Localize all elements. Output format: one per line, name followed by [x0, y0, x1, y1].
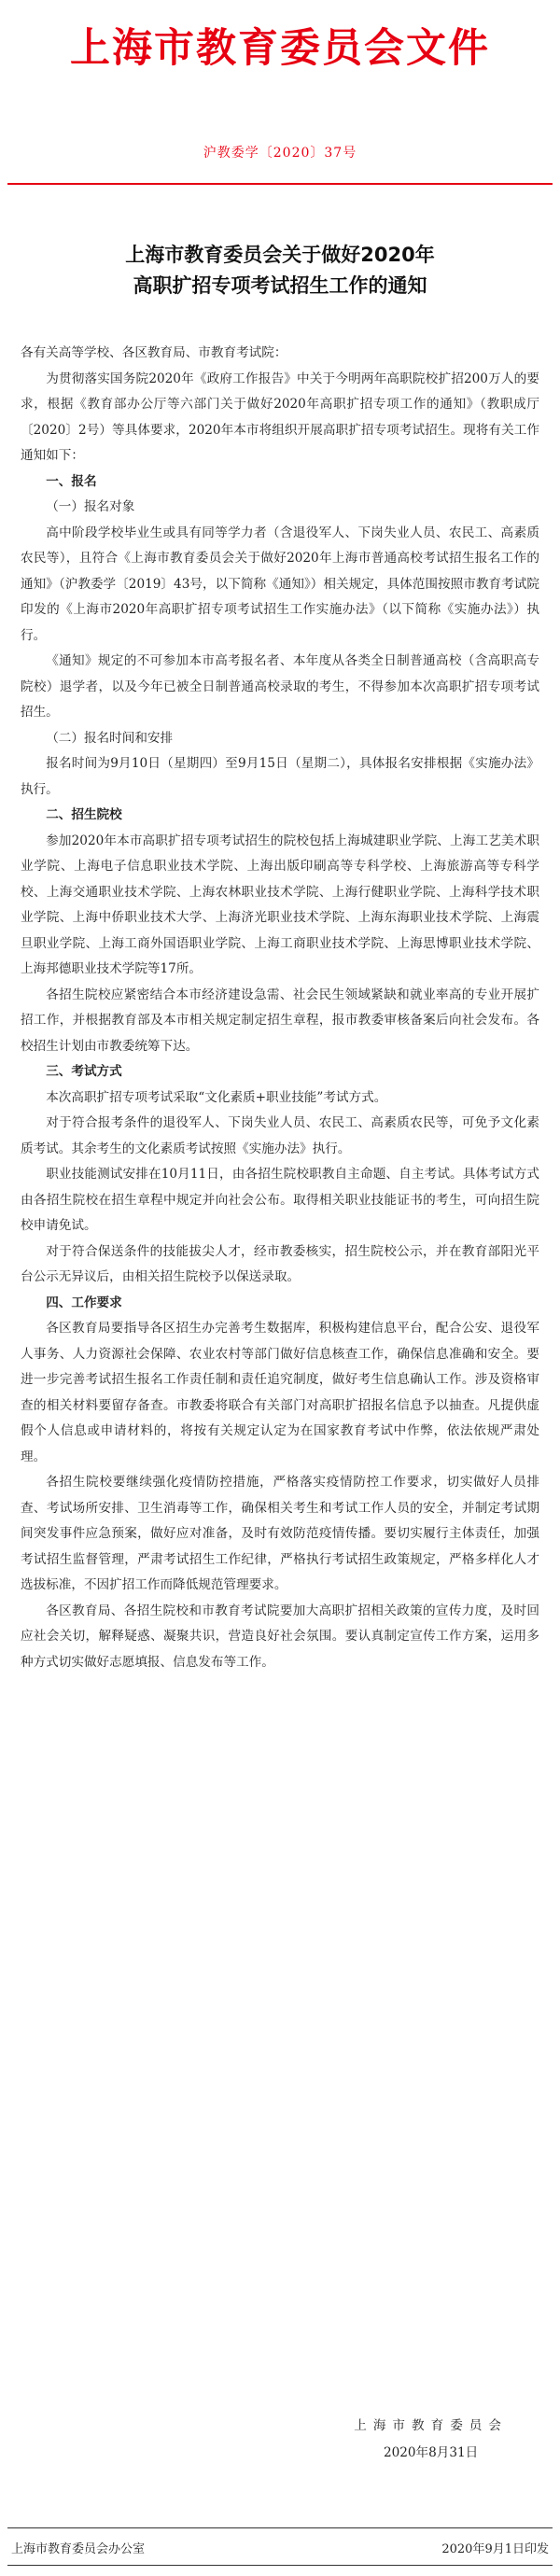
subheading-registration-time: （二）报名时间和安排	[46, 730, 174, 746]
paragraph: 对于符合保送条件的技能拔尖人才，经市教委核实，招生院校公示，并在教育部阳光平台公示无异议后，由相关招生院校予以保送录取。	[21, 1243, 539, 1284]
document-header-title: 上海市教育委员会文件	[70, 25, 490, 72]
document-number: 沪教委学〔2020〕37号	[203, 146, 357, 161]
section-heading-exam-method: 三、考试方式	[46, 1064, 122, 1079]
section-heading-colleges: 二、招生院校	[46, 807, 122, 822]
paragraph: 对于符合报考条件的退役军人、下岗失业人员、农民工、高素质农民等，可免予文化素质考试。其余考生的文化素质考试按照《实施办法》执行。	[21, 1115, 539, 1156]
paragraph: 报名时间为9月10日（星期四）至9月15日（星期二），具体报名安排根据《实施办法》执行。	[21, 756, 539, 797]
paragraph: 各区教育局要指导各区招生办完善考生数据库，积极构建信息平台，配合公安、退役军人事务、人力资源社会保障、农业农村等部门做好信息核查工作，确保信息准确和安全。要进一步完善考试招生报名工作责任制和责任追究制度，做好考生信息确认工作。涉及资格审查的相关材料要留存备查。市教委将联合有关部门对高职扩招报名信息予以抽查。凡提供虚假个人信息或申请材料的，将按有关规定认定为在国家教育考试中作弊，依法依规严肃处理。	[21, 1321, 539, 1464]
section-heading-requirements: 四、工作要求	[46, 1295, 122, 1310]
section-heading-registration: 一、报名	[46, 473, 97, 489]
footer-print-date: 2020年9月1日印发	[441, 2542, 549, 2556]
paragraph: 职业技能测试安排在10月11日，由各招生院校职教自主命题、自主考试。具体考试方式由各招生院校在招生章程中规定并向社会公布。取得相关职业技能证书的考生，可向招生院校申请免试。	[21, 1167, 539, 1233]
paragraph: 各招生院校要继续强化疫情防控措施，严格落实疫情防控工作要求，切实做好人员排查、考试场所安排、卫生消毒等工作，确保相关考生和考试工作人员的安全，并制定考试期间突发事件应急预案，做好应对准备，及时有效防范疫情传播。要切实履行主体责任，加强考试招生监督管理，严肃考试招生工作纪律，严格执行考试招生政策规定，严格多样化人才选拔标准，不因扩招工作而降低规范管理要求。	[21, 1475, 539, 1592]
footer-issuer: 上海市教育委员会办公室	[11, 2542, 146, 2556]
red-divider-line	[7, 183, 553, 185]
paragraph: 《通知》规定的不可参加本市高考报名者、本年度从各类全日制普通高校（含高职高专院校）退学者，以及今年已被全日制普通高校录取的考生，不得参加本次高职扩招专项考试招生。	[21, 653, 539, 720]
addressee: 各有关高等学校、各区教育局、市教育考试院：	[21, 345, 287, 360]
paragraph: 各招生院校应紧密结合本市经济建设急需、社会民生领域紧缺和就业率高的专业开展扩招工作，并根据教育部及本市相关规定制定招生章程，报市教委审核备案后向社会发布。各校招生计划由市教委统筹下达。	[21, 987, 539, 1054]
notice-body	[21, 341, 539, 1675]
paragraph: 参加2020年本市高职扩招专项考试招生的院校包括上海城建职业学院、上海工艺美术职业学院、上海电子信息职业技术学院、上海出版印刷高等专科学校、上海旅游高等专科学校、上海交通职业技术学院、上海农林职业技术学院、上海行健职业学院、上海科学技术职业学院、上海中侨职业技术大学、上海济光职业技术学院、上海东海职业技术学院、上海震旦职业学院、上海工商外国语职业学院、上海工商职业技术学院、上海思博职业技术学院、上海邦德职业技术学院等17所。	[21, 833, 539, 976]
signature-block	[354, 2413, 508, 2467]
paragraph: 本次高职扩招专项考试采取“文化素质+职业技能”考试方式。	[46, 1089, 387, 1105]
notice-title	[37, 240, 523, 301]
signature-date: 2020年8月31日	[383, 2445, 479, 2460]
signature-org: 上海市教育委员会	[354, 2418, 508, 2433]
notice-title-line-1: 上海市教育委员会关于做好2020年	[125, 244, 435, 266]
paragraph: 各区教育局、各招生院校和市教育考试院要加大高职扩招相关政策的宣传力度，及时回应社会关切，解释疑惑、凝聚共识，营造良好社会氛围。要认真制定宣传工作方案，运用多种方式切实做好志愿填报、信息发布等工作。	[21, 1603, 539, 1670]
notice-title-line-2: 高职扩招专项考试招生工作的通知	[133, 274, 427, 297]
intro-paragraph: 为贯彻落实国务院2020年《政府工作报告》中关于今明两年高职院校扩招200万人的要求，根据《教育部办公厅等六部门关于做好2020年高职扩招专项工作的通知》（教职成厅〔2020〕2号）等具体要求，2020年本市将组织开展高职扩招专项考试招生。现将有关工作通知如下：	[21, 371, 539, 463]
paragraph: 高中阶段学校毕业生或具有同等学力者（含退役军人、下岗失业人员、农民工、高素质农民等），且符合《上海市教育委员会关于做好2020年上海市普通高校考试招生报名工作的通知》（沪教委学〔2019〕43号，以下简称《通知》）相关规定，具体范围按照市教育考试院印发的《上海市2020年高职扩招专项考试招生工作实施办法》（以下简称《实施办法》）执行。	[21, 525, 539, 643]
footer-bottom-line	[7, 2565, 553, 2566]
footer-top-line	[7, 2527, 553, 2528]
subheading-applicants: （一）报名对象	[46, 499, 135, 514]
